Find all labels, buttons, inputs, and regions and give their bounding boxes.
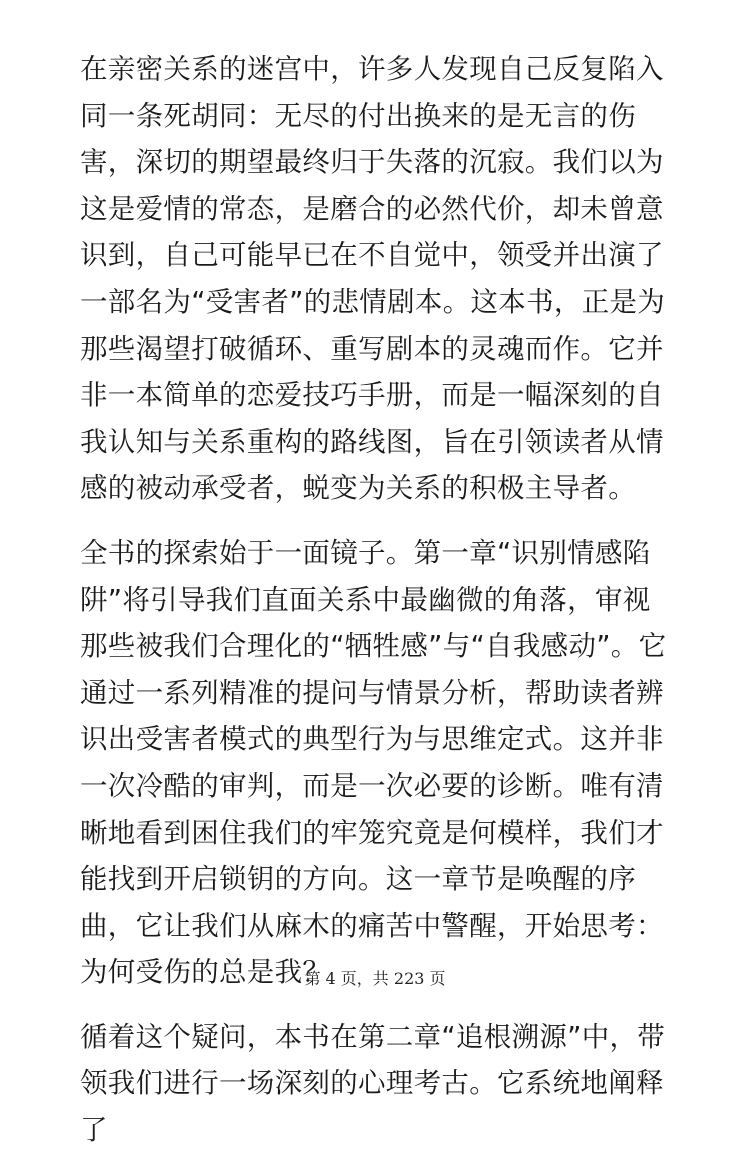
paragraph-1: 在亲密关系的迷宫中，许多人发现自己反复陷入同一条死胡同：无尽的付出换来的是无言的伤害，深切的期望最终归于失落的沉寂。我们以为这是爱情的常态，是磨合的必然代价，却未曾意识到，自己可能早已在不自觉中，领受并出演了一部名为“受害者”的悲情剧本。这本书，正是为那些渴望打破循环、重写剧本的灵魂而作。它并非一本简单的恋爱技巧手册，而是一幅深刻的自我认知与关系重构的路线图，旨在引领读者从情感的被动承受者，蜕变为关系的积极主导者。	[80, 53, 666, 505]
page-number-footer: 第 4 页，共 223 页	[304, 969, 446, 988]
paragraph-2: 全书的探索始于一面镜子。第一章“识别情感陷阱”将引导我们直面关系中最幽微的角落，审视那些被我们合理化的“牺牲感”与“自我感动”。它通过一系列精准的提问与情景分析，帮助读者辨识出受害者模式的典型行为与思维定式。这并非一次冷酷的审判，而是一次必要的诊断。唯有清晰地看到困住我们的牢笼究竟是何模样，我们才能找到开启锁钥的方向。这一章节是唤醒的序曲，它让我们从麻木的痛苦中警醒，开始思考：为何受伤的总是我？	[80, 536, 667, 989]
body-text	[80, 46, 672, 1172]
paragraph-3: 循着这个疑问，本书在第二章“追根溯源”中，带领我们进行一场深刻的心理考古。它系统地阐释了	[80, 1020, 666, 1147]
